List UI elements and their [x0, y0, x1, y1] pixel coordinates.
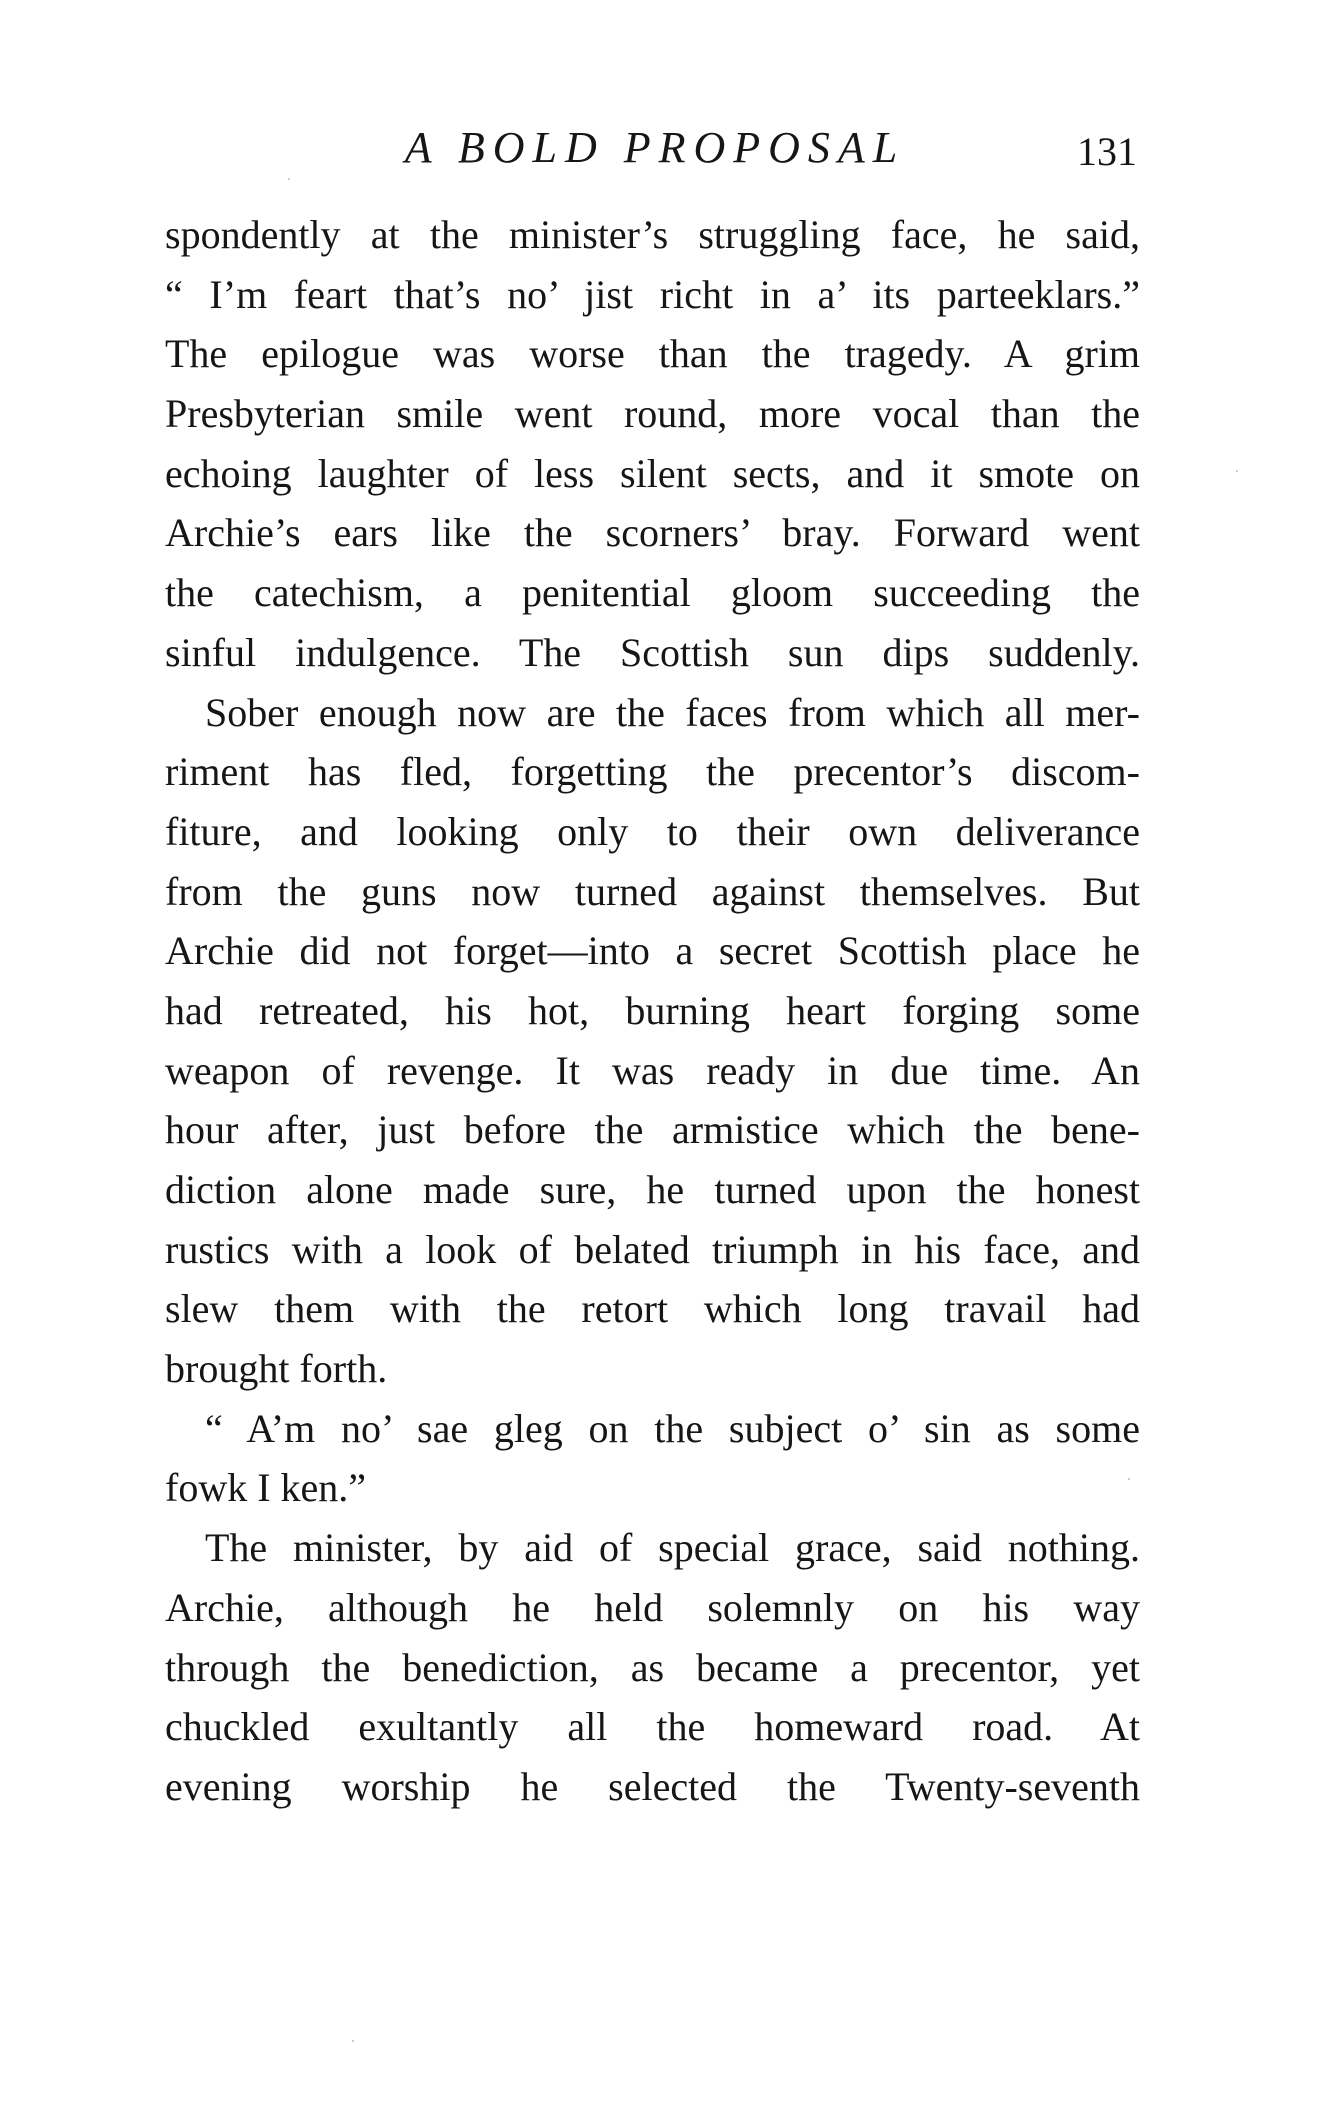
text-line: had retreated, his hot, burning heart forging some: [165, 987, 1140, 1033]
page-number: 131: [1077, 129, 1137, 174]
text-line: The epilogue was worse than the tragedy. A grim: [165, 331, 1140, 377]
text-line: “ A’m no’ sae gleg on the subject o’ sin as some: [205, 1405, 1140, 1451]
text-line: “ I’m feart that’s no’ jist richt in a’ its parteeklars.”: [165, 271, 1140, 317]
text-line: evening worship he selected the Twenty-seventh: [165, 1763, 1140, 1809]
text-line: Archie did not forget—into a secret Scottish place he: [165, 928, 1140, 974]
text-line: Sober enough now are the faces from which all mer-: [205, 689, 1140, 735]
text-line: The minister, by aid of special grace, said nothing.: [205, 1525, 1140, 1571]
text-line: rustics with a look of belated triumph in his face, and: [165, 1226, 1140, 1272]
paper-speck: [352, 2040, 354, 2042]
running-title: A BOLD PROPOSAL: [404, 123, 906, 172]
paper-speck: [1236, 470, 1238, 472]
text-line: diction alone made sure, he turned upon the honest: [165, 1167, 1140, 1212]
text-line: fiture, and looking only to their own deliverance: [165, 808, 1140, 854]
page-header: [165, 118, 1145, 178]
text-line: brought forth.: [165, 1346, 388, 1392]
text-line: the catechism, a penitential gloom succeeding the: [165, 570, 1140, 616]
text-line: fowk I ken.”: [165, 1465, 367, 1511]
text-line: weapon of revenge. It was ready in due time. An: [165, 1047, 1140, 1093]
text-line: riment has fled, forgetting the precentor’s discom-: [165, 749, 1140, 795]
text-line: chuckled exultantly all the homeward road. At: [165, 1704, 1140, 1750]
text-line: Archie, although he held solemnly on his way: [165, 1584, 1140, 1630]
text-line: from the guns now turned against themselves. But: [165, 868, 1140, 914]
paper-speck: [1128, 1478, 1130, 1480]
paper-speck: [288, 178, 290, 180]
text-line: hour after, just before the armistice which the bene-: [165, 1107, 1140, 1153]
text-line: Presbyterian smile went round, more vocal than the: [165, 391, 1140, 437]
text-line: echoing laughter of less silent sects, and it smote on: [165, 450, 1140, 496]
text-line: Archie’s ears like the scorners’ bray. Forward went: [165, 510, 1140, 556]
text-line: sinful indulgence. The Scottish sun dips suddenly.: [165, 629, 1140, 675]
text-line: through the benediction, as became a precentor, yet: [165, 1644, 1140, 1690]
text-line: slew them with the retort which long travail had: [165, 1286, 1140, 1332]
body-text: [165, 205, 1140, 1817]
text-line: spondently at the minister’s struggling face, he said,: [165, 212, 1140, 257]
